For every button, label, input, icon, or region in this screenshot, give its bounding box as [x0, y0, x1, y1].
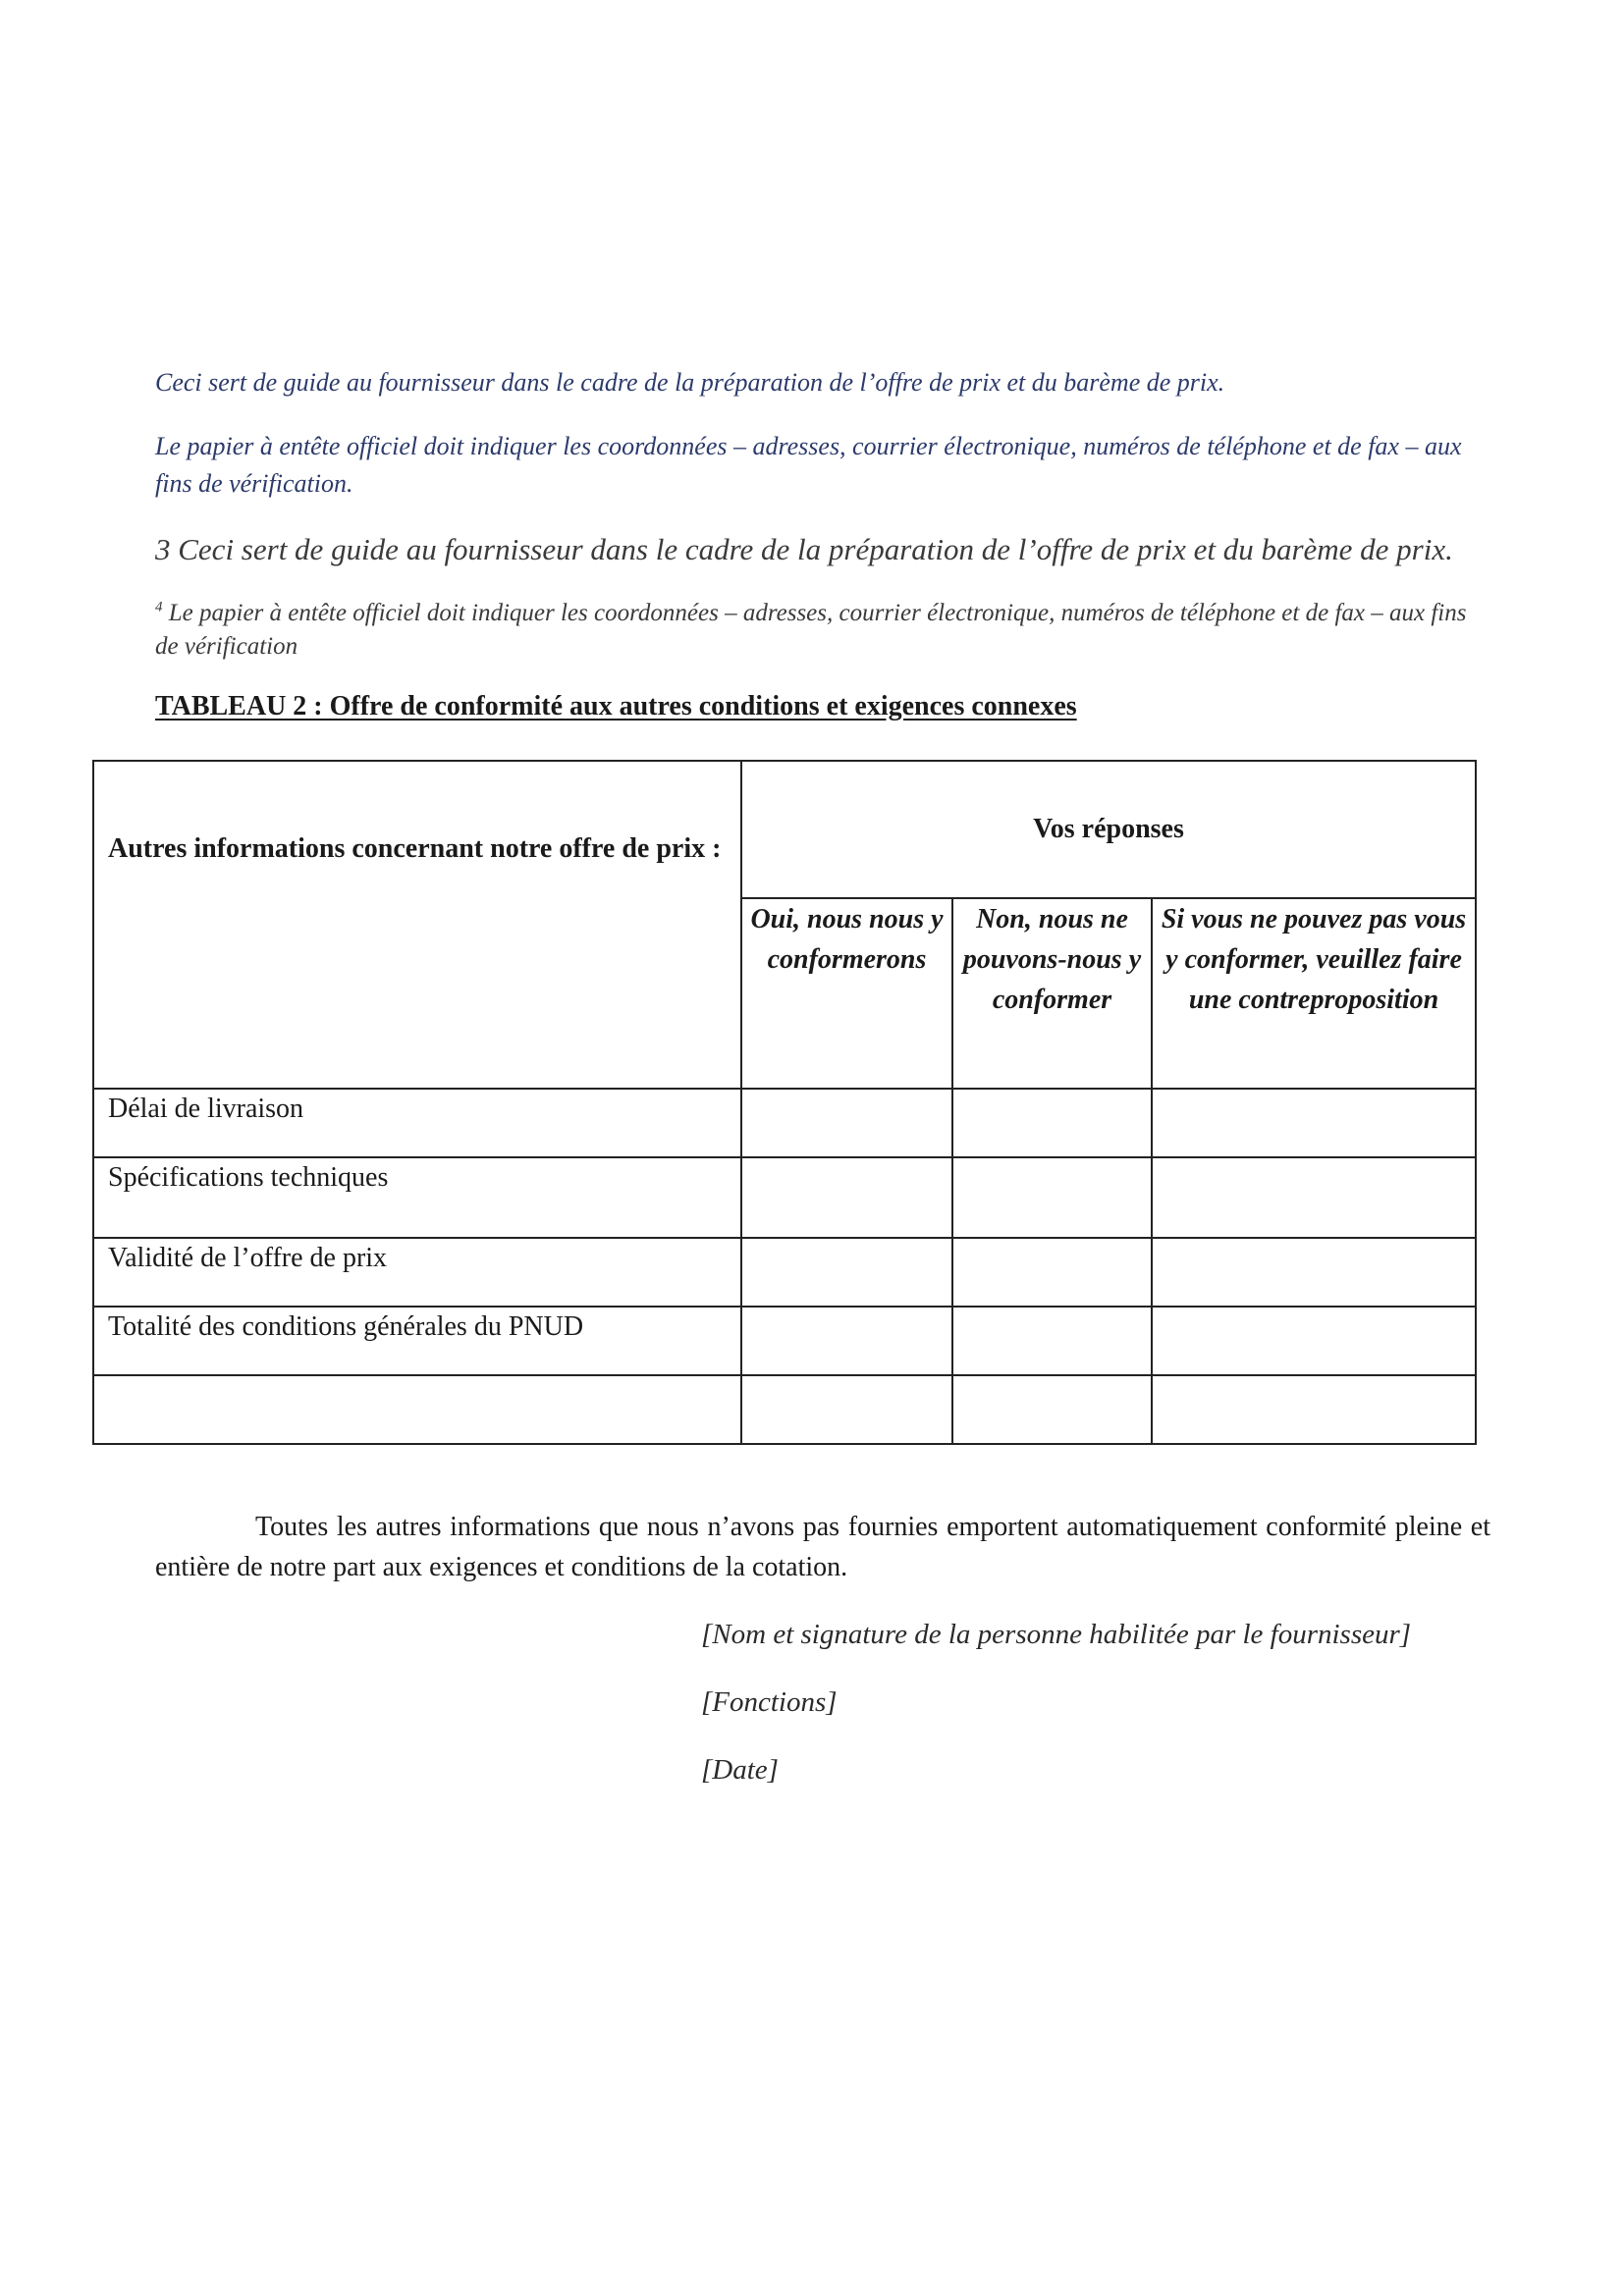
footnote-text-2: Le papier à entête officiel doit indiquer les coordonnées – adresses, courrier électronique, numéros de téléphone et de fax – aux fins de vérification. [155, 432, 1462, 498]
row-label: Totalité des conditions générales du PNUD [93, 1307, 741, 1375]
answer-cell[interactable] [741, 1089, 952, 1157]
table-row [93, 1157, 1476, 1238]
header-your-answers: Vos réponses [741, 761, 1476, 898]
answer-cell[interactable] [741, 1307, 952, 1375]
footnote-number: 4 [155, 599, 163, 615]
header-no-comply: Non, nous ne pouvons-nous y conformer [952, 898, 1152, 1089]
compliance-statement: Toutes les autres informations que nous n’avons pas fournies emportent automatiquement conformité pleine et entière de notre part aux exigences et conditions de la cotation. [155, 1512, 1490, 1582]
answer-cell[interactable] [952, 1089, 1152, 1157]
answer-cell[interactable] [1152, 1307, 1476, 1375]
row-label: Spécifications techniques [93, 1157, 741, 1238]
row-label[interactable] [93, 1375, 741, 1444]
table-row [93, 1238, 1476, 1307]
answer-cell[interactable] [1152, 1089, 1476, 1157]
table-title: TABLEAU 2 : Offre de conformité aux autres conditions et exigences connexes [155, 691, 1077, 721]
table-row [93, 1375, 1476, 1444]
answer-cell[interactable] [741, 1375, 952, 1444]
answer-cell[interactable] [741, 1238, 952, 1307]
row-label: Validité de l’offre de prix [93, 1238, 741, 1307]
table-row [93, 1307, 1476, 1375]
answer-cell[interactable] [952, 1307, 1152, 1375]
answer-cell[interactable] [741, 1157, 952, 1238]
answer-cell[interactable] [1152, 1375, 1476, 1444]
footnote-text-4-body: Le papier à entête officiel doit indiquer les coordonnées – adresses, courrier électronique, numéros de téléphone et de fax – aux fins de vérification [155, 600, 1467, 660]
footnote-text-1: Ceci sert de guide au fournisseur dans le cadre de la préparation de l’offre de prix et du barème de prix. [155, 368, 1225, 397]
footnote-text-4 [155, 597, 1490, 664]
answer-cell[interactable] [952, 1157, 1152, 1238]
answer-cell[interactable] [952, 1375, 1152, 1444]
signature-date-placeholder: [Date] [701, 1754, 779, 1786]
signature-functions-placeholder: [Fonctions] [701, 1686, 838, 1718]
answer-cell[interactable] [1152, 1157, 1476, 1238]
signature-name-placeholder: [Nom et signature de la personne habilitée par le fournisseur] [701, 1619, 1412, 1650]
header-other-info: Autres informations concernant notre offre de prix : [93, 761, 741, 1089]
row-label: Délai de livraison [93, 1089, 741, 1157]
compliance-table [92, 760, 1477, 1445]
header-counterproposal: Si vous ne pouvez pas vous y conformer, veuillez faire une contreproposition [1152, 898, 1476, 1089]
answer-cell[interactable] [952, 1238, 1152, 1307]
table-row [93, 1089, 1476, 1157]
header-yes-comply: Oui, nous nous y conformerons [741, 898, 952, 1089]
answer-cell[interactable] [1152, 1238, 1476, 1307]
footnote-text-3: 3 Ceci sert de guide au fournisseur dans le cadre de la préparation de l’offre de prix et du barème de prix. [155, 532, 1453, 566]
